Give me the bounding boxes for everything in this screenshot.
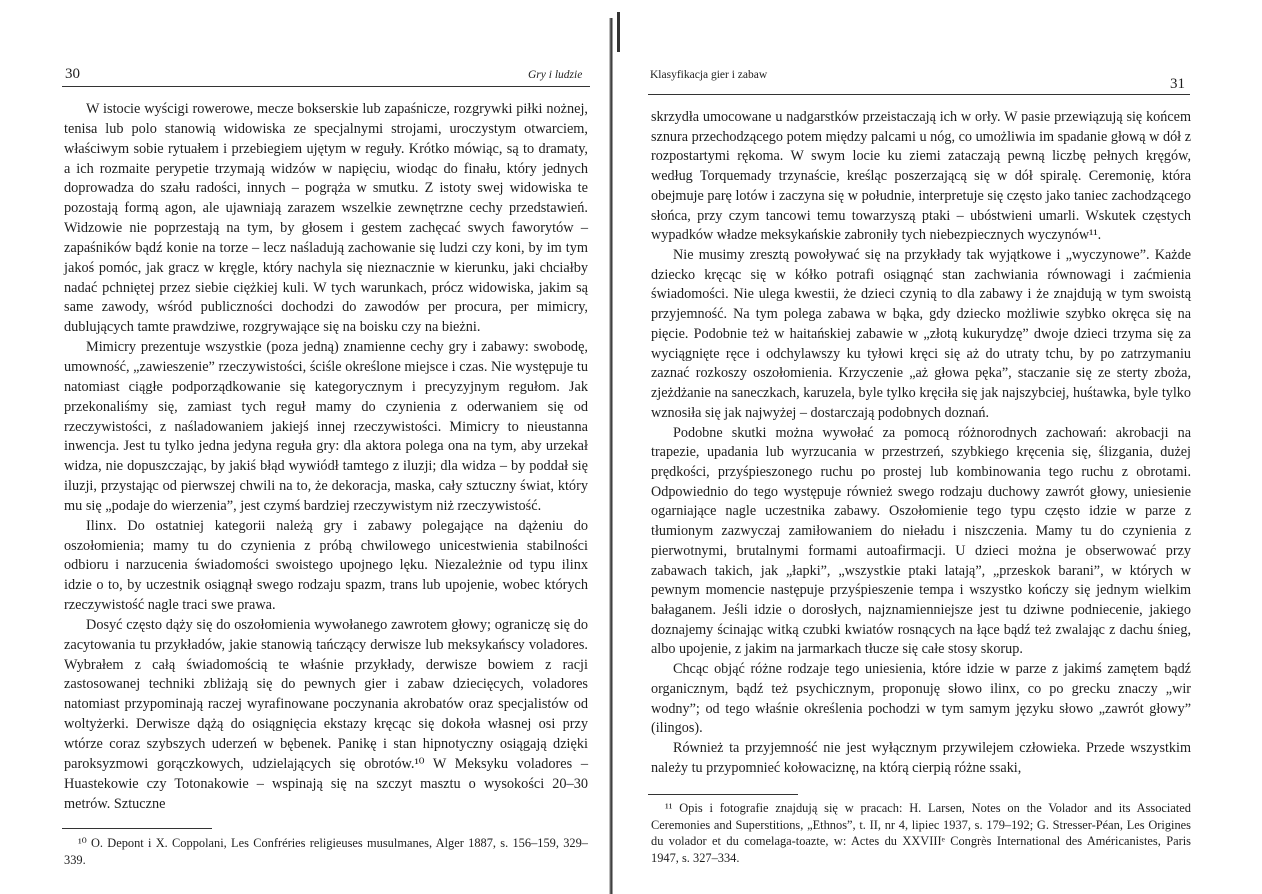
running-head-left: Gry i ludzie: [528, 69, 583, 81]
right-page: [614, 0, 1262, 894]
paragraph: Podobne skutki można wywołać za pomocą różnorodnych zachowań: akrobacji na trapezie, upadania lub wyrzucania w przestrzeń, szybkiego kręcenia się, ślizgania, dużej prędkości, przyśpieszonego ruchu po prostej lub kombinowania tego ruchu z obrotami. Odpowiednio do tego występuje również swego rodzaju duchowy zawrót głowy, uniesienie ogarniające nagle uczestnika zabawy. Oszołomienie tego typu często idzie w parze z tłumionym zazwyczaj zamiłowaniem do nieładu i niszczenia. Mamy tu do czynienia z pierwotnymi, brutalnymi formami autoafirmacji. U dzieci można je obserwować przy zabawach takich, jak „łapki”, „wszystkie ptaki latają”, „przeskok barani”, w których w pewnym momencie następuje przyśpieszenie tempa i wszystko kończy się jednym wielkim bałaganem. Jeśli idzie o dorosłych, najznamienniejsze jest tu dziwne podniecenie, jakiego doznajemy ścinając witką czubki kwiatów rosnących na łące bądź też zwalając z dachu śnieg, albo upojenie, z jakim na jarmarkach tłucze się całe stosy skorup.: [651, 424, 1191, 658]
paragraph: Mimicry prezentuje wszystkie (poza jedną) znamienne cechy gry i zabawy: swobodę, umowność, „zawieszenie” rzeczywistości, ściśle określone miejsce i czas. Nie występuje tu natomiast ciągłe podporządkowanie się kategorycznym i precyzyjnym regułom. Jak przekonaliśmy się, zamiast tych reguł mamy do czynienia z oderwaniem się od rzeczywistości, z naśladowaniem jakiejś innej rzeczywistości. Mimicry to nieustanna inwencja. Jest tu tylko jedna jedyna reguła gry: dla aktora polega ona na tym, aby urzekał widza, nie dopuszczając, by jakiś błąd wywiódł tamtego z iluzji; dla widza – by poddał się iluzji, przystając od pierwszej chwili na to, że dekoracja, maska, cały sztuczny świat, który mu się „podaje do wierzenia”, jest czymś bardziej rzeczywistym niż rzeczywistość.: [64, 339, 588, 514]
paragraph: Chcąc objąć różne rodzaje tego uniesienia, które idzie w parze z jakimś zamętem bądź organicznym, bądź też psychicznym, proponuję słowo ilinx, co po grecku znaczy „wir wodny”; od tego właśnie określenia pochodzi w tym samym języku słowo „zawrót głowy” (ilingos).: [651, 661, 1191, 737]
footnote-left: [64, 835, 588, 868]
header-rule-left: [62, 86, 590, 87]
paragraph: Ilinx. Do ostatniej kategorii należą gry i zabawy polegające na dążeniu do oszołomienia; mamy tu do czynienia z próbą chwilowego unicestwienia stabilności odbioru i narzucenia świadomości swoistego upojnego lęku. Niezależnie od typu ilinx idzie o to, by uczestnik osiągnął swego rodzaju spazm, trans lub upojenie, wobec których rzeczywistość nagle traci swe prawa.: [64, 517, 588, 614]
page-number-left: 30: [65, 66, 80, 82]
paragraph: W istocie wyścigi rowerowe, mecze bokserskie lub zapaśnicze, rozgrywki piłki nożnej, tenisa lub polo stanowią widowiska ze specjalnymi strojami, uroczystym otwarciem, właściwym sobie rytuałem i przebiegiem ujętym w reguły. Krótko mówiąc, są to dramaty, a ich rozmaite perypetie trzymają widzów w napięciu, wiodąc do finału, który jednych doprowadza do szału radości, innych – pogrąża w smutku. Z istoty swej widowiska te pozostają formą agon, ale ujawniają zarazem wszelkie zewnętrzne cechy przedstawień. Widzowie nie poprzestają na tym, by głosem i gestem zachęcać swych faworytów – zapaśników bądź konie na torze – lecz naśladują zachowanie się ludzi czy koni, by im tym jakoś pomóc, jak gracz w kręgle, który nachyla się nieznacznie w kierunku, jaki chciałby nadać pchniętej przez siebie ciężkiej kuli. W tych warunkach, prócz widowiska, jakim są same zawody, wśród publiczności dochodzi do zawodów per procura, per mimicry, dublujących tamte prawdziwe, rozgrywające się na boisku czy na bieżni.: [64, 101, 588, 336]
footnote-rule-left: [62, 828, 212, 829]
paragraph: skrzydła umocowane u nadgarstków przeistaczają ich w orły. W pasie przewiązują się końcem sznura przechodzącego potem między palcami u nóg, co umożliwia im spadanie głową w dół z rozpostartymi rękoma. W swym locie ku ziemi zataczają pewną liczbę pełnych kręgów, według Torquemady trzynaście, kreśląc poszerzającą się w dół spiralę. Ceremonię, która obejmuje parę lotów i zaczyna się w południe, interpretuje się często jako taniec zachodzącego słońca, przy czym tancowi temu towarzyszą ptaki – ubóstwieni umarli. Wskutek częstych wypadków władze meksykańskie zabroniły tych niebezpiecznych wyczynów¹¹.: [651, 109, 1191, 244]
body-text-right: [651, 108, 1191, 778]
body-text-left: [64, 100, 588, 814]
paragraph: Również ta przyjemność nie jest wyłącznym przywilejem człowieka. Przede wszystkim należy tu przypomnieć kołowaciznę, na którą cierpią różne ssaki,: [651, 740, 1191, 776]
paragraph: Nie musimy zresztą powoływać się na przykłady tak wyjątkowe i „wyczynowe”. Każde dziecko kręcąc się w kółko potrafi osiągnąć stan zachwiania równowagi i zaćmienia świadomości. Nie ulega kwestii, że dzieci czynią to dla zabawy i że znajdują w tym swoistą przyjemność. Na tym polega zabawa w bąka, gdy dziecko możliwie szybko okręca się na pięcie. Podobnie też w haitańskiej zabawie w „złotą kukurydzę” dwoje dzieci trzyma się za wyciągnięte ręce i odchylawszy ku tyłowi kręci się aż do utraty tchu, by po zatrzymaniu zaznać rozkoszy oszołomienia. Krzyczenie „aż głowa pęka”, staczanie się ze sterty zboża, zjeżdżanie na saneczkach, karuzela, byle tylko kręciła się jak najszybciej, huśtawka, byle tylko wznosiła się jak najwyżej – dostarczają podobnych doznań.: [651, 247, 1191, 421]
footnote-text: ¹¹ Opis i fotografie znajdują się w pracach: H. Larsen, Notes on the Volador and its Associated Ceremonies and Superstitions, „Ethnos”, t. II, nr 4, lipiec 1937, s. 179–192; G. Stresser-Péan, Les Origines du volador et du comelaga-toazte, w: Actes du XXVIIIᵉ Congrès International des Américanistes, Paris 1947, s. 327–334.: [651, 801, 1191, 865]
page-number-right: 31: [1170, 76, 1185, 92]
footnote-right: [651, 800, 1191, 866]
left-page: [0, 0, 612, 894]
footnote-text: ¹⁰ O. Depont i X. Coppolani, Les Confréries religieuses musulmanes, Alger 1887, s. 156–159, 329–339.: [64, 836, 588, 867]
running-head-right: Klasyfikacja gier i zabaw: [650, 69, 768, 81]
footnote-rule-right: [648, 794, 798, 795]
paragraph: Dosyć często dąży się do oszołomienia wywołanego zawrotem głowy; ograniczę się do zacytowania tu przykładów, jakie stanowią tańczący derwisze lub meksykańscy voladores. Wybrałem z całą świadomością te właśnie przykłady, derwisze bowiem z racji zastosowanej techniki zbliżają się do pewnych gier i zabaw dziecięcych, voladores natomiast przypominają raczej wyrafinowane poczynania akrobatów oraz specjalistów od woltyżerki. Derwisze dążą do osiągnięcia ekstazy kręcąc się dokoła własnej osi przy wtórze coraz szybszych uderzeń w bębenek. Panikę i stan hipnotyczny osiągają dzięki paroksyzmowi gorączkowych, udzielających się obrotów.¹⁰ W Meksyku voladores – Huastekowie czy Totonakowie – wspinają się na szczyt masztu o wysokości 20–30 metrów. Sztuczne: [64, 616, 588, 812]
header-rule-right: [648, 94, 1190, 95]
